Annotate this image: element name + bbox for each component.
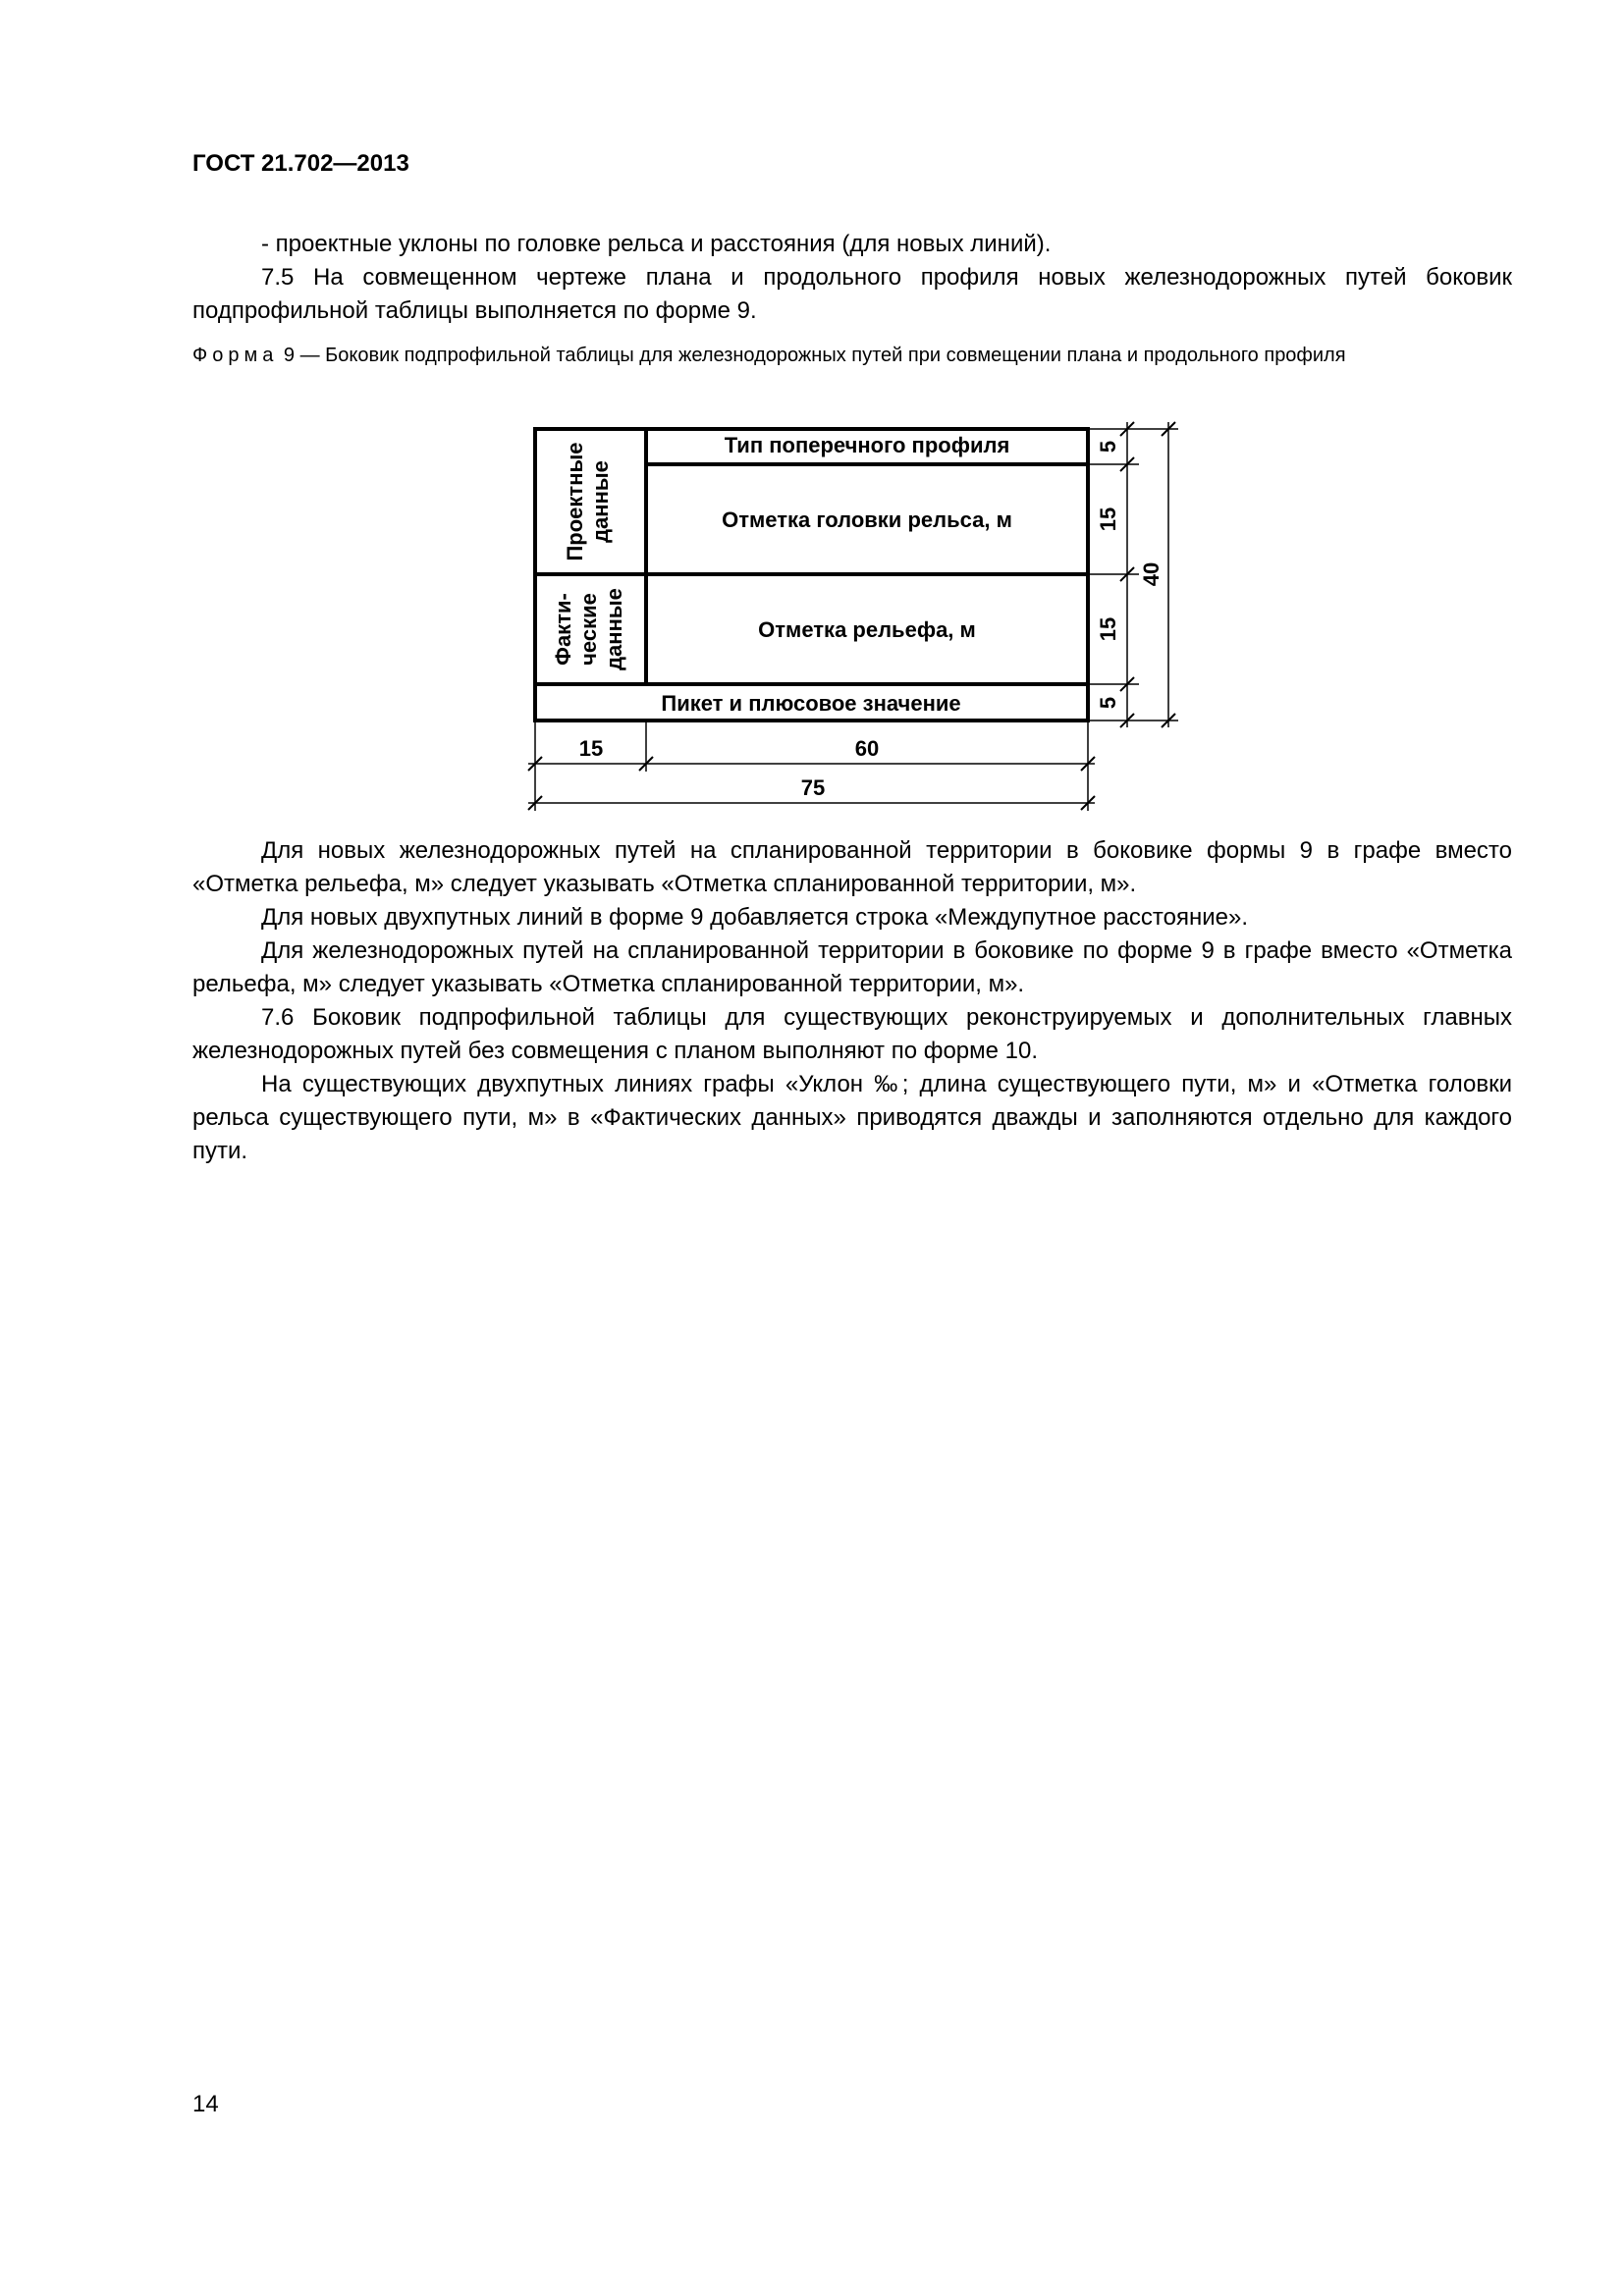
paragraph-existing-lines: На существующих двухпутных линиях графы «Уклон ‰; длина существующего пути, м» и «Отметка головки рельса существующего пути, м» в «Фактических данных» приводятся дважды и заполняются отдельно для каждого пути.: [192, 1071, 1512, 1164]
group-label-actual-line2: ческие: [576, 593, 601, 666]
group-label-actual-line3: данные: [602, 588, 626, 670]
row-label-cross-profile: Тип поперечного профиля: [724, 433, 1010, 457]
form-9-diagram: [0, 0, 1624, 834]
dim-label-row4: 5: [1096, 696, 1120, 710]
dim-label-total-width: 75: [800, 775, 826, 800]
paragraph-planned-territory: Для железнодорожных путей на спланированной территории в боковике по форме 9 в графе вместо «Отметка рельефа, м» следует указывать «Отметка спланированной территории, м».: [192, 937, 1512, 997]
row-label-rail-head: Отметка головки рельса, м: [722, 507, 1012, 532]
paragraph-double-track: Для новых двухпутных линий в форме 9 добавляется строка «Междупутное расстояние».: [261, 904, 1249, 931]
paragraph-new-tracks: Для новых железнодорожных путей на спланированной территории в боковике формы 9 в графе вместо «Отметка рельефа, м» следует указывать «Отметка спланированной территории, м».: [192, 837, 1512, 897]
group-label-actual: [551, 588, 626, 670]
row-label-picket: Пикет и плюсовое значение: [661, 691, 961, 716]
group-label-design: [563, 442, 613, 561]
form-caption-label: Форма: [192, 345, 279, 366]
group-label-actual-line1: Факти-: [551, 593, 575, 666]
paragraph-7-6: 7.6 Боковик подпрофильной таблицы для существующих реконструируемых и дополнительных главных железнодорожных путей без совмещения с планом выполняют по форме 10.: [192, 1004, 1512, 1064]
dim-label-row2: 15: [1096, 507, 1120, 532]
form-caption-text: 9 — Боковик подпрофильной таблицы для железнодорожных путей при совмещении плана и продольного профиля: [283, 345, 1346, 366]
row-label-terrain: Отметка рельефа, м: [758, 617, 976, 642]
dim-label-row3: 15: [1096, 616, 1120, 642]
dim-label-total-height: 40: [1139, 561, 1164, 587]
page-number: 14: [192, 2091, 219, 2117]
paragraph-7-5: 7.5 На совмещенном чертеже плана и продольного профиля новых железнодорожных путей боковик подпрофильной таблицы выполняется по форме 9.: [192, 264, 1512, 324]
group-label-design-line2: данные: [588, 460, 613, 543]
dim-label-col1: 15: [578, 736, 604, 761]
document-header: ГОСТ 21.702—2013: [192, 150, 409, 177]
paragraph-design-slopes: - проектные уклоны по головке рельса и расстояния (для новых линий).: [261, 231, 1052, 257]
dim-label-col2: 60: [854, 736, 880, 761]
group-label-design-line1: Проектные: [563, 442, 587, 561]
dim-label-row1: 5: [1096, 440, 1120, 454]
